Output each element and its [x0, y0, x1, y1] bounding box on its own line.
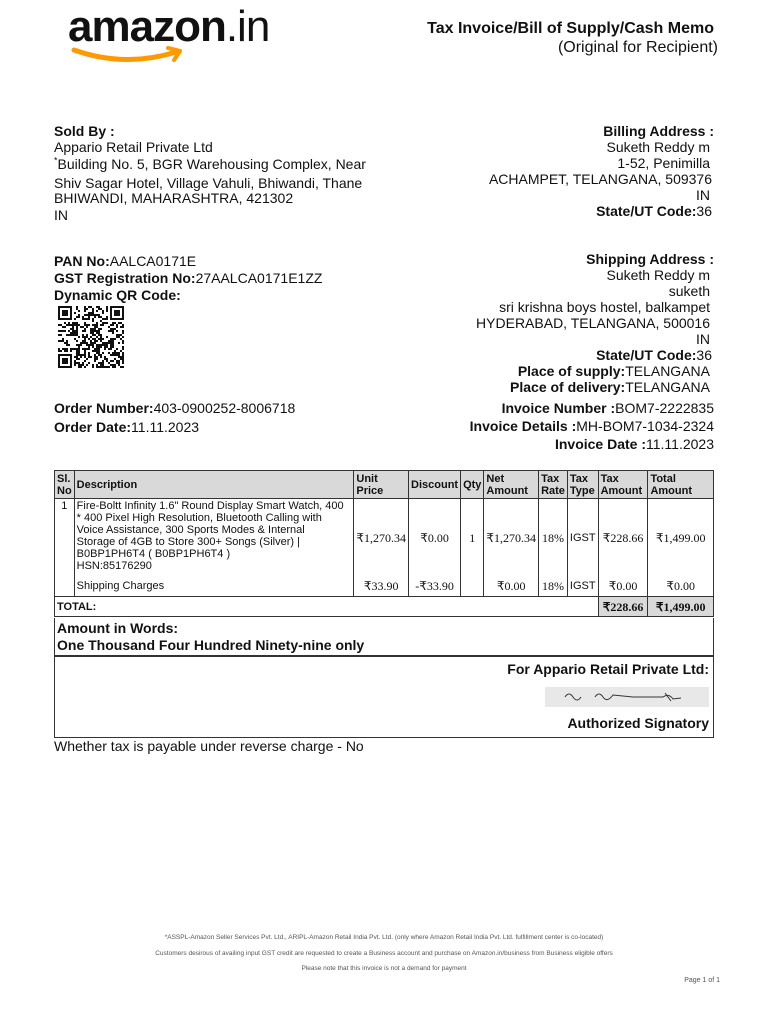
item-unit-price: ₹1,270.34 [354, 499, 409, 577]
item-sl: 1 [55, 499, 75, 577]
shipping-qty [461, 577, 484, 597]
place-of-delivery-label: Place of delivery: [510, 379, 626, 395]
handwritten-signature-icon [545, 687, 709, 707]
logo-smile-icon [70, 44, 190, 66]
header-unit-price: Unit Price [354, 471, 409, 499]
table-header-row [55, 471, 714, 499]
place-of-supply-value: TELANGANA [625, 363, 710, 379]
billing-line3: IN [696, 187, 710, 203]
signature-image [545, 687, 709, 707]
item-desc-line4: Storage of 4GB to Store 300+ Songs (Silver) | [76, 536, 300, 548]
header-discount: Discount [409, 471, 461, 499]
header-tax-type: Tax Type [567, 471, 598, 499]
authorized-signatory: Authorized Signatory [567, 715, 709, 731]
shipping-line2: sri krishna boys hostel, balkampet [499, 299, 710, 315]
shipping-line4: IN [696, 331, 710, 347]
qr-code-icon [58, 306, 124, 368]
invoice-title: Tax Invoice/Bill of Supply/Cash Memo [427, 20, 714, 37]
amazon-logo [68, 4, 308, 64]
gst-label: GST Registration No: [54, 270, 196, 286]
item-description [74, 499, 354, 577]
footer-line2: Customers desirous of availing input GST credit are requested to create a Business account and purchase on Amazon.in/business from Business eligible offers [155, 950, 613, 957]
shipping-unit-price: ₹33.90 [354, 577, 409, 597]
billing-state-code [596, 203, 712, 219]
invoice-number [502, 400, 714, 416]
shipping-state-label: State/UT Code: [596, 347, 697, 363]
order-date-value: 11.11.2023 [131, 419, 200, 435]
billing-line2: ACHAMPET, TELANGANA, 509376 [488, 171, 712, 187]
order-number-value: 403-0900252-8006718 [153, 400, 296, 416]
signature-box [54, 656, 714, 738]
order-date [54, 419, 199, 435]
billing-name: Suketh Reddy m [606, 139, 710, 155]
total-tax-amount: ₹228.66 [598, 597, 648, 617]
invoice-number-label: Invoice Number : [501, 400, 616, 416]
item-desc-line2: * 400 Pixel High Resolution, Bluetooth Calling with [76, 512, 322, 524]
place-of-supply-label: Place of supply: [517, 363, 626, 379]
seller-name: Appario Retail Private Ltd [54, 139, 213, 155]
header-total-amount: Total Amount [648, 471, 714, 499]
item-desc-line6: HSN:85176290 [76, 560, 152, 572]
invoice-subtitle: (Original for Recipient) [557, 39, 718, 56]
billing-line1: 1-52, Penimilla [617, 155, 710, 171]
order-number [54, 400, 295, 416]
footer-line1: *ASSPL-Amazon Seller Services Pvt. Ltd., ARIPL-Amazon Retail India Pvt. Ltd. (only where Amazon Retail India Pvt. Ltd. fulfillment center is co-located) [164, 934, 604, 941]
reverse-charge-note: Whether tax is payable under reverse charge - No [54, 738, 364, 754]
shipping-state-value: 36 [696, 347, 712, 363]
dynamic-qr-label: Dynamic QR Code: [54, 287, 181, 303]
shipping-line1: suketh [668, 283, 710, 299]
order-date-label: Order Date: [54, 419, 132, 435]
shipping-total-amount: ₹0.00 [648, 577, 714, 597]
place-of-supply [518, 363, 710, 379]
logo-tld-text: .in [225, 2, 270, 51]
billing-address-label: Billing Address : [603, 123, 714, 139]
item-tax-rate: 18% [539, 499, 568, 577]
invoice-number-value: BOM7-2222835 [615, 400, 714, 416]
sold-by-label: Sold By : [54, 123, 115, 139]
shipping-name: Suketh Reddy m [606, 267, 710, 283]
seller-address-line1 [54, 156, 366, 172]
shipping-net-amount: ₹0.00 [484, 577, 539, 597]
pan-number [54, 253, 196, 269]
place-of-delivery [510, 379, 710, 395]
header-qty: Qty [461, 471, 484, 499]
header-tax-rate: Tax Rate [539, 471, 568, 499]
amount-in-words-value: One Thousand Four Hundred Ninety-nine only [57, 637, 365, 653]
table-total-row [55, 597, 714, 617]
order-number-label: Order Number: [54, 400, 154, 416]
shipping-desc: Shipping Charges [74, 577, 354, 597]
shipping-state-code [596, 347, 712, 363]
signature-company: For Appario Retail Private Ltd: [507, 661, 709, 677]
header-tax-amount: Tax Amount [598, 471, 648, 499]
item-desc-line3: Voice Assistance, 300 Sports Modes & Internal [76, 524, 305, 536]
amount-in-words-label: Amount in Words: [57, 620, 179, 636]
header-description: Description [74, 471, 354, 499]
billing-state-value: 36 [696, 203, 712, 219]
item-qty: 1 [461, 499, 484, 577]
item-net-amount: ₹1,270.34 [484, 499, 539, 577]
page-number: Page 1 of 1 [684, 977, 720, 984]
item-total-amount: ₹1,499.00 [648, 499, 714, 577]
billing-state-label: State/UT Code: [596, 203, 697, 219]
total-amount: ₹1,499.00 [648, 597, 714, 617]
items-table [54, 470, 714, 617]
shipping-line3: HYDERABAD, TELANGANA, 500016 [476, 315, 710, 331]
shipping-discount: -₹33.90 [409, 577, 461, 597]
invoice-date-value: 11.11.2023 [646, 436, 714, 452]
gst-value: 27AALCA0171E1ZZ [195, 270, 323, 286]
seller-address-line4: IN [54, 207, 68, 223]
seller-address-line3: BHIWANDI, MAHARASHTRA, 421302 [54, 190, 294, 206]
shipping-tax-rate: 18% [539, 577, 568, 597]
item-discount: ₹0.00 [409, 499, 461, 577]
invoice-date [555, 436, 714, 452]
shipping-sl [55, 577, 75, 597]
shipping-address-label: Shipping Address : [586, 251, 714, 267]
item-tax-amount: ₹228.66 [598, 499, 648, 577]
gst-number [54, 270, 322, 286]
table-row-shipping [55, 577, 714, 597]
pan-label: PAN No: [54, 253, 110, 269]
place-of-delivery-value: TELANGANA [625, 379, 710, 395]
invoice-date-label: Invoice Date : [554, 436, 646, 452]
total-label: TOTAL: [55, 597, 599, 617]
header-net-amount: Net Amount [484, 471, 539, 499]
header-sl: Sl. No [55, 471, 75, 499]
invoice-details-label: Invoice Details : [469, 418, 577, 434]
amount-in-words-box [54, 618, 714, 656]
address-marker: * [54, 155, 58, 166]
item-desc-line5: B0BP1PH6T4 ( B0BP1PH6T4 ) [76, 548, 231, 560]
invoice-details-value: MH-BOM7-1034-2324 [576, 418, 714, 434]
invoice-details [470, 418, 714, 434]
logo-main-text: amazon [68, 2, 226, 51]
pan-value: AALCA0171E [109, 253, 197, 269]
footer-line3: Please note that this invoice is not a demand for payment [301, 965, 467, 972]
table-row [55, 499, 714, 577]
item-tax-type: IGST [567, 499, 598, 577]
item-desc-line1: Fire-Boltt Infinity 1.6" Round Display Smart Watch, 400 [76, 500, 344, 512]
seller-address-line1-text: Building No. 5, BGR Warehousing Complex, Near [57, 156, 366, 172]
shipping-tax-type: IGST [567, 577, 598, 597]
shipping-tax-amount: ₹0.00 [598, 577, 648, 597]
seller-address-line2: Shiv Sagar Hotel, Village Vahuli, Bhiwandi, Thane [54, 175, 363, 191]
